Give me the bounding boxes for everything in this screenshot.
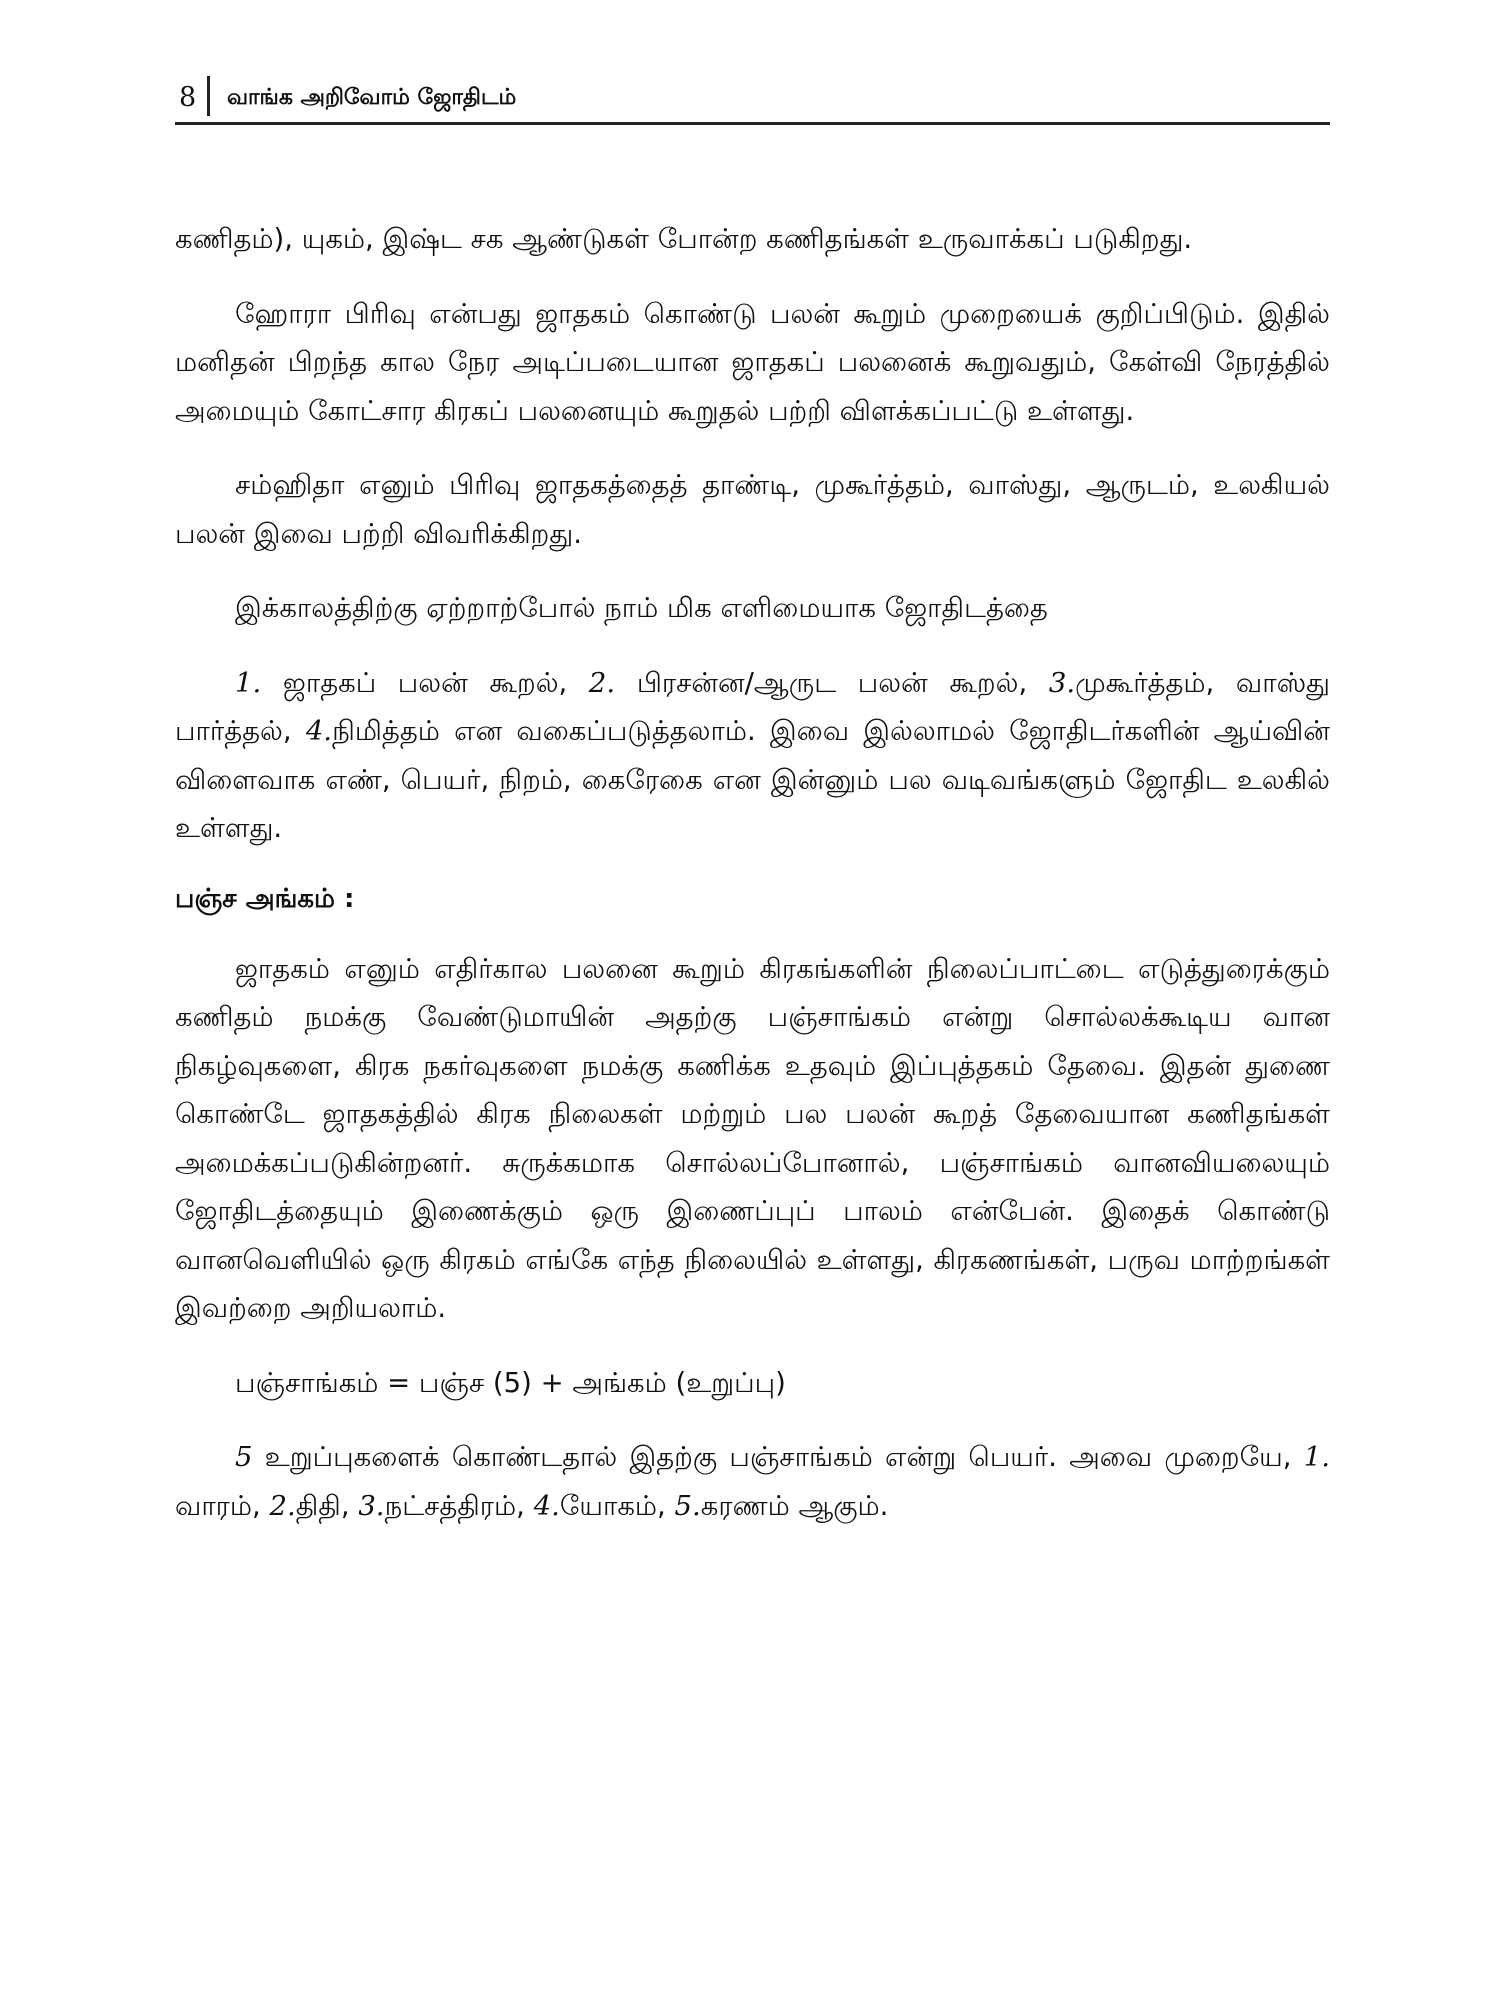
list-number: 2. [588, 666, 616, 699]
paragraph-categories-list [175, 659, 1330, 853]
list-number: 2. [269, 1489, 296, 1522]
list-text: வாரம், [175, 1489, 270, 1522]
list-text: உறுப்புகளைக் கொண்டதால் இதற்கு பஞ்சாங்கம் என்று பெயர். அவை முறையே, [252, 1441, 1304, 1473]
list-text: நிமித்தம் என வகைப்படுத்தலாம். இவை இல்லாமல் ஜோதிடர்களின் ஆய்வின் விளைவாக எண், பெயர், நிறம், கைரேகை என இன்னும் பல வடிவங்களும் ஜோதிட உலகில் உள்ளது. [175, 715, 1330, 844]
book-title: வாங்க அறிவோம் ஜோதிடம் [227, 85, 517, 110]
list-number: 5 [235, 1441, 253, 1473]
header-divider [207, 76, 210, 116]
list-text: ஜாதகப் பலன் கூறல், [261, 666, 589, 699]
paragraph-panchangam: ஜாதகம் எனும் எதிர்கால பலனை கூறும் கிரகங்களின் நிலைப்பாட்டை எடுத்துரைக்கும் கணிதம் நமக்கு வேண்டுமாயின் அதற்கு பஞ்சாங்கம் என்று சொல்லக்கூடிய வான நிகழ்வுகளை, கிரக நகர்வுகளை நமக்கு கணிக்க உதவும் இப்புத்தகம் தேவை. இதன் துணை கொண்டே ஜாதகத்தில் கிரக நிலைகள் மற்றும் பல பலன் கூறத் தேவையான கணிதங்கள் அமைக்கப்படுகின்றனர். சுருக்கமாக சொல்லப்போனால், பஞ்சாங்கம் வானவியலையும் ஜோதிடத்தையும் இணைக்கும் ஒரு இணைப்புப் பாலம் என்பேன். இதைக் கொண்டு வானவெளியில் ஒரு கிரகம் எங்கே எந்த நிலையில் உள்ளது, கிரகணங்கள், பருவ மாற்றங்கள் இவற்றை அறியலாம். [175, 952, 1330, 1324]
list-text: பிரசன்ன/ஆருட பலன் கூறல், [615, 666, 1049, 699]
list-text: திதி, [295, 1489, 359, 1522]
paragraph-samhita: சம்ஹிதா எனும் பிரிவு ஜாதகத்தைத் தாண்டி, முகூர்த்தம், வாஸ்து, ஆருடம், உலகியல் பலன் இவை பற்றி விவரிக்கிறது. [175, 469, 1330, 550]
list-number: 1. [1303, 1441, 1330, 1473]
list-text: கரணம் ஆகும். [700, 1489, 889, 1522]
list-text: நட்சத்திரம், [384, 1489, 534, 1522]
list-number: 3. [1048, 666, 1076, 699]
paragraph-intro-categories: இக்காலத்திற்கு ஏற்றாற்போல் நாம் மிக எளிமையாக ஜோதிடத்தை [235, 592, 1048, 624]
paragraph-hora: ஹோரா பிரிவு என்பது ஜாதகம் கொண்டு பலன் கூறும் முறையைக் குறிப்பிடும். இதில் மனிதன் பிறந்த கால நேர அடிப்படையான ஜாதகப் பலனைக் கூறுவதும், கேள்வி நேரத்தில் அமையும் கோட்சார கிரகப் பலனையும் கூறுதல் பற்றி விளக்கப்பட்டு உள்ளது. [175, 297, 1330, 427]
paragraph-five-parts [175, 1433, 1330, 1530]
list-text: முகூர்த்தம், வாஸ்து பார்த்தல், [175, 666, 1330, 747]
list-number: 5. [674, 1489, 701, 1522]
list-number: 4. [305, 715, 333, 747]
list-number: 4. [533, 1489, 560, 1522]
list-text: யோகம், [559, 1489, 675, 1522]
list-number: 3. [358, 1489, 385, 1522]
paragraph-equation: பஞ்சாங்கம் = பஞ்ச (5) + அங்கம் (உறுப்பு) [235, 1366, 786, 1399]
paragraph-continuation: கணிதம்), யுகம், இஷ்ட சக ஆண்டுகள் போன்ற கணிதங்கள் உருவாக்கப் படுகிறது. [175, 223, 1193, 255]
page-number: 8 [179, 82, 197, 113]
list-number: 1. [235, 666, 262, 699]
section-heading: பஞ்ச அங்கம் : [175, 883, 355, 914]
running-header [175, 72, 1330, 125]
page-body [175, 215, 1330, 1556]
